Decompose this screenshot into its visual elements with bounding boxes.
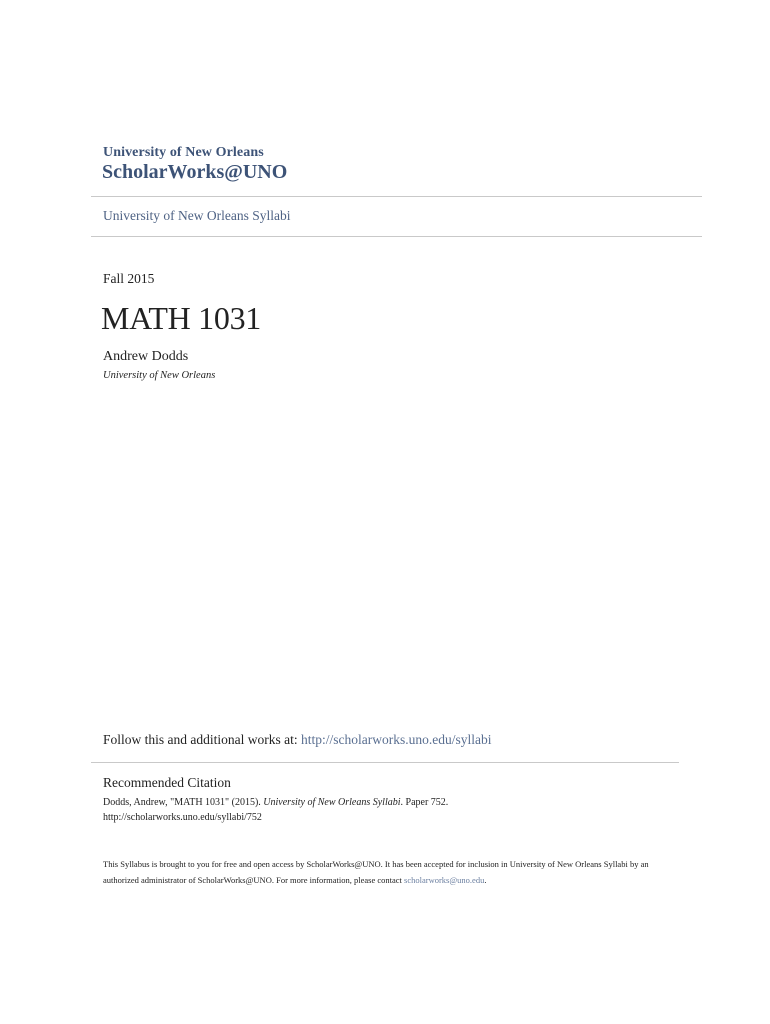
citation-heading: Recommended Citation: [103, 775, 231, 790]
divider: [91, 762, 679, 763]
follow-label: Follow this and additional works at:: [103, 732, 301, 747]
author-name: Andrew Dodds: [103, 349, 189, 364]
institution-name: University of New Orleans: [103, 145, 264, 160]
citation-url[interactable]: http://scholarworks.uno.edu/syllabi/752: [103, 812, 262, 823]
notice-end: .: [484, 875, 487, 885]
citation-prefix: Dodds, Andrew, "MATH 1031" (2015).: [103, 797, 264, 808]
series-link[interactable]: University of New Orleans Syllabi: [103, 208, 291, 223]
contact-email-link[interactable]: scholarworks@uno.edu: [404, 875, 485, 885]
notice-text: This Syllabus is brought to you for free and open access by ScholarWorks@UNO. It has been accepted for inclusion in University of New Orleans Syllabi by an authorized administrator of ScholarWorks@UNO. For more information, please contact: [103, 859, 649, 885]
citation-journal: University of New Orleans Syllabi: [263, 797, 401, 808]
citation-suffix: . Paper 752.: [400, 797, 449, 808]
follow-link[interactable]: http://scholarworks.uno.edu/syllabi: [301, 732, 492, 747]
divider: [91, 196, 702, 197]
publication-date: Fall 2015: [103, 271, 155, 286]
divider: [91, 236, 702, 237]
follow-line: [103, 732, 491, 748]
author-affiliation: University of New Orleans: [103, 370, 216, 381]
repository-name[interactable]: ScholarWorks@UNO: [102, 161, 288, 183]
document-title: MATH 1031: [101, 300, 261, 336]
access-notice: [103, 856, 663, 888]
citation-body: [103, 795, 663, 825]
